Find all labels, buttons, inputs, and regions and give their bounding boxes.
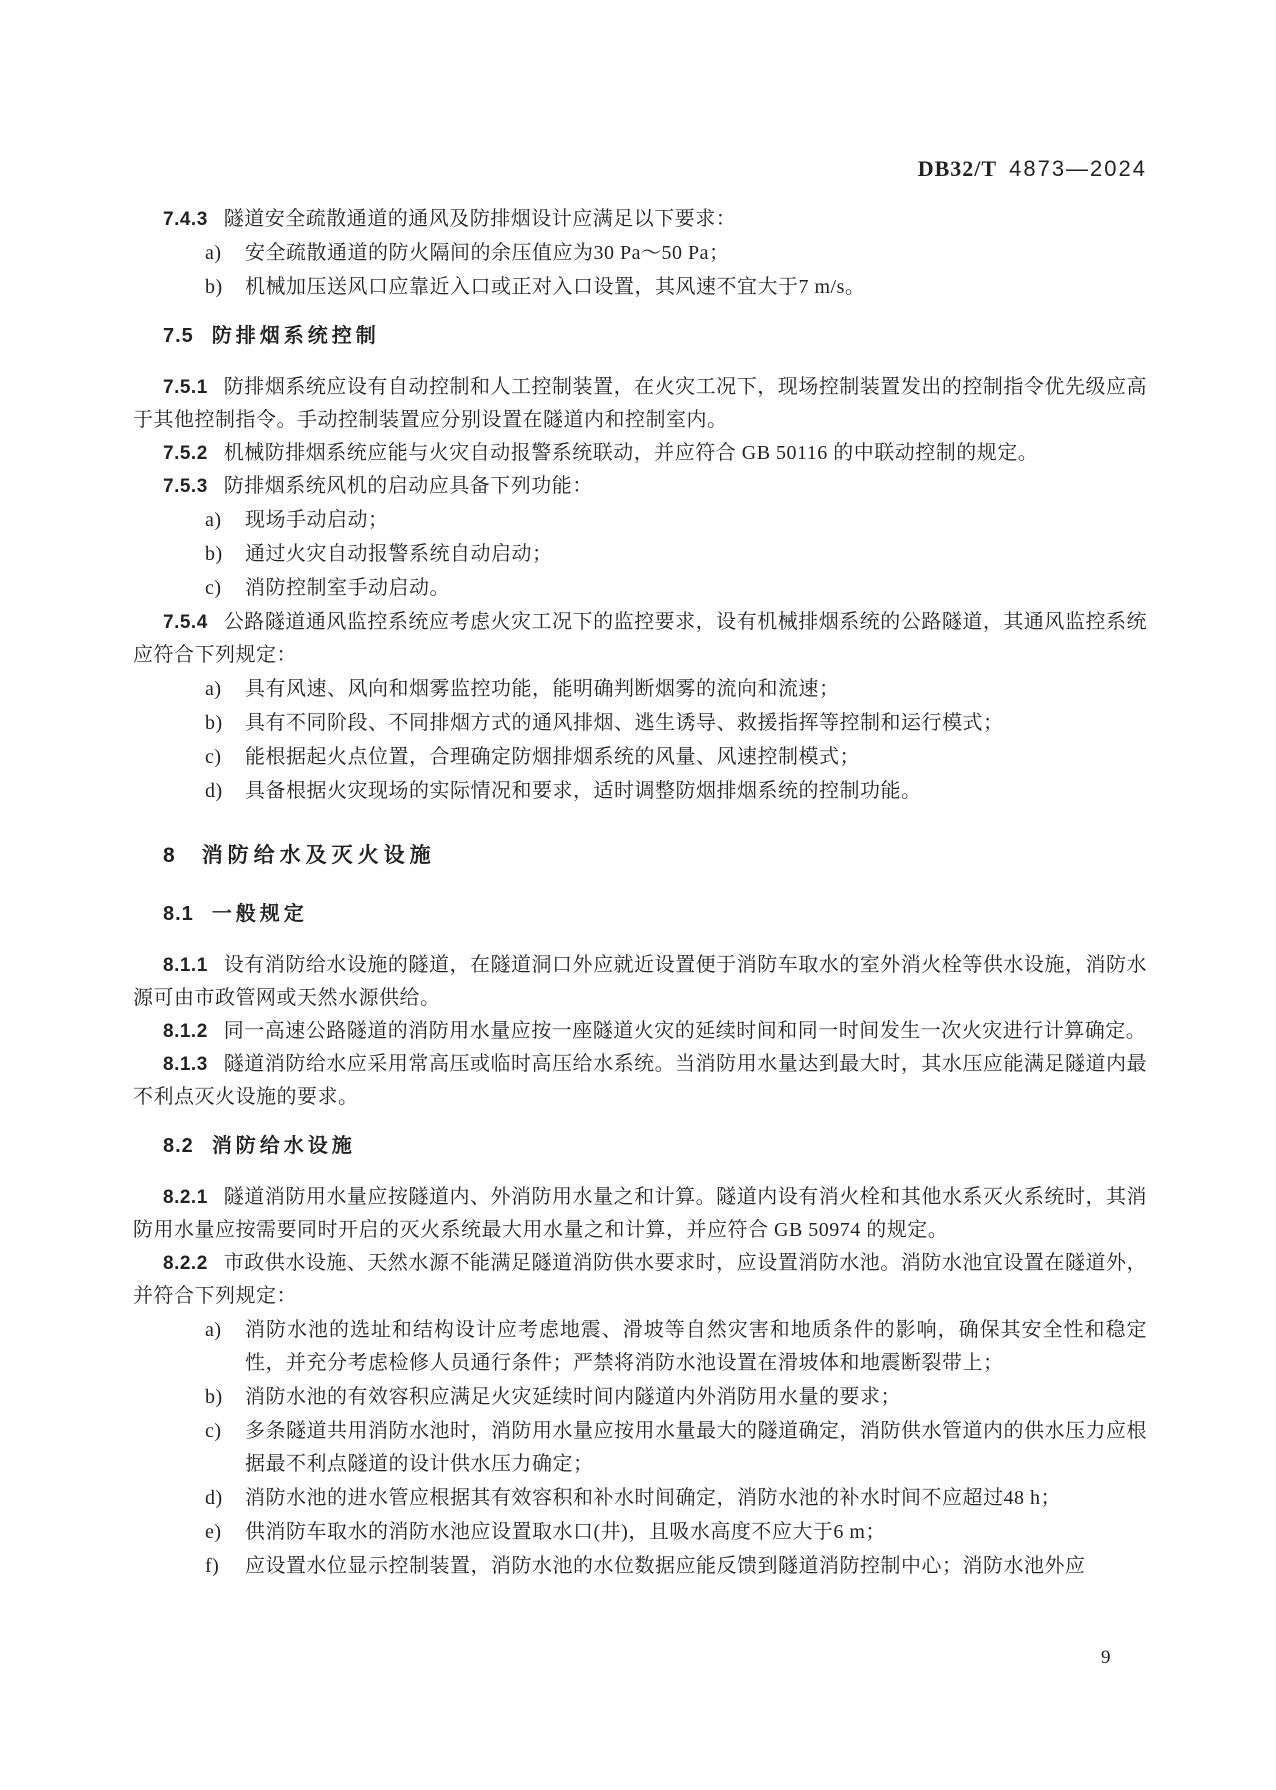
item-label: d) [205,780,223,802]
item-label: a) [205,242,222,264]
item-text: 消防水池的进水管应根据其有效容积和补水时间确定，消防水池的补水时间不应超过48 h； [245,1487,1061,1509]
list-item-b [133,1381,1147,1414]
item-label: f) [205,1555,220,1577]
item-label: b) [205,543,223,565]
item-label: b) [205,276,223,298]
doc-code-header [133,156,1147,182]
item-text: 具备根据火灾现场的实际情况和要求，适时调整防烟排烟系统的控制功能。 [245,780,922,802]
item-text: 应设置水位显示控制装置，消防水池的水位数据应能反馈到隧道消防控制中心；消防水池外应 [245,1555,1086,1577]
clause-text: 防排烟系统应设有自动控制和人工控制装置，在火灾工况下，现场控制装置发出的控制指令优先级应高于其他控制指令。手动控制装置应分别设置在隧道内和控制室内。 [133,376,1147,431]
item-label: b) [205,712,223,734]
standard-number: 4873—2024 [1009,156,1147,181]
item-label: c) [205,1420,222,1442]
list-item-c [133,1415,1147,1481]
standard-prefix: DB32/T [917,156,998,181]
item-text: 安全疏散通道的防火隔间的余压值应为30 Pa～50 Pa； [245,242,730,264]
clause-8-1-1 [133,949,1147,1015]
list-item-b [133,271,1147,304]
item-label: a) [205,1319,222,1341]
list-item-c [133,572,1147,605]
clause-number: 8.2.1 [163,1187,208,1208]
clause-text: 隧道消防用水量应按隧道内、外消防用水量之和计算。隧道内设有消火栓和其他水系灭火系统时，其消防用水量应按需要同时开启的灭火系统最大用水量之和计算，并应符合 GB 50974 的规定。 [133,1186,1147,1241]
clause-number: 7.5.4 [163,612,208,633]
item-text: 能根据起火点位置，合理确定防烟排烟系统的风量、风速控制模式； [245,746,860,768]
item-text: 现场手动启动； [245,509,389,531]
clause-text: 隧道安全疏散通道的通风及防排烟设计应满足以下要求： [223,208,737,230]
clause-text: 隧道消防给水应采用常高压或临时高压给水系统。当消防用水量达到最大时，其水压应能满足隧道内最不利点灭火设施的要求。 [133,1053,1147,1108]
clause-text: 同一高速公路隧道的消防用水量应按一座隧道火灾的延续时间和同一时间发生一次火灾进行计算确定。 [223,1020,1147,1042]
item-label: c) [205,577,222,599]
item-text: 供消防车取水的消防水池应设置取水口(井)，且吸水高度不应大于6 m； [245,1521,886,1543]
clause-number: 8.1.2 [163,1021,208,1042]
item-label: e) [205,1521,222,1543]
section-heading-8-1 [133,898,1147,931]
item-text: 消防控制室手动启动。 [245,577,450,599]
list-item-d [133,775,1147,808]
clause-number: 7.5.3 [163,476,208,497]
clause-7-5-2 [133,437,1147,470]
item-text: 通过火灾自动报警系统自动启动； [245,543,553,565]
section-number: 7.5 [163,325,194,347]
section-title: 消防给水设施 [211,1135,356,1157]
item-text: 机械加压送风口应靠近入口或正对入口设置，其风速不宜大于7 m/s。 [245,276,866,298]
item-text: 具有风速、风向和烟雾监控功能，能明确判断烟雾的流向和流速； [245,678,840,700]
chapter-title: 消防给水及灭火设施 [201,844,436,867]
list-item-a [133,1314,1147,1380]
list-item-b [133,707,1147,740]
item-label: d) [205,1487,223,1509]
section-title: 防排烟系统控制 [211,325,380,347]
item-text: 具有不同阶段、不同排烟方式的通风排烟、逃生诱导、救援指挥等控制和运行模式； [245,712,1004,734]
clause-number: 8.1.3 [163,1054,208,1075]
page-body [133,203,1147,1584]
item-label: a) [205,509,222,531]
item-label: b) [205,1386,223,1408]
section-title: 一般规定 [211,903,308,925]
clause-number: 8.2.2 [163,1253,208,1274]
list-item-a [133,237,1147,270]
clause-number: 7.5.2 [163,443,208,464]
list-item-a [133,673,1147,706]
chapter-number: 8 [163,844,176,867]
clause-text: 市政供水设施、天然水源不能满足隧道消防供水要求时，应设置消防水池。消防水池宜设置在隧道外，并符合下列规定： [133,1252,1147,1307]
clause-7-5-3 [133,470,1147,503]
section-heading-8-2 [133,1130,1147,1163]
clause-8-2-1 [133,1181,1147,1247]
item-label: c) [205,746,222,768]
clause-8-2-2 [133,1247,1147,1313]
clause-text: 公路隧道通风监控系统应考虑火灾工况下的监控要求，设有机械排烟系统的公路隧道，其通风监控系统应符合下列规定： [133,611,1147,666]
list-item-d [133,1482,1147,1515]
clause-text: 机械防排烟系统应能与火灾自动报警系统联动，并应符合 GB 50116 的中联动控制的规定。 [223,442,1039,464]
list-item-c [133,741,1147,774]
section-number: 8.1 [163,903,194,925]
clause-number: 7.5.1 [163,377,208,398]
item-text: 消防水池的有效容积应满足火灾延续时间内隧道内外消防用水量的要求； [245,1386,901,1408]
item-text: 消防水池的选址和结构设计应考虑地震、滑坡等自然灾害和地质条件的影响，确保其安全性和稳定性，并充分考虑检修人员通行条件；严禁将消防水池设置在滑坡体和地震断裂带上； [245,1319,1147,1374]
list-item-b [133,538,1147,571]
clause-7-5-4 [133,606,1147,672]
clause-8-1-3 [133,1048,1147,1114]
chapter-heading-8 [133,838,1147,874]
clause-text: 防排烟系统风机的启动应具备下列功能： [223,475,593,497]
list-item-a [133,504,1147,537]
section-heading-7-5 [133,320,1147,353]
clause-number: 8.1.1 [163,955,208,976]
clause-7-4-3 [133,203,1147,236]
clause-text: 设有消防给水设施的隧道，在隧道洞口外应就近设置便于消防车取水的室外消火栓等供水设施，消防水源可由市政管网或天然水源供给。 [133,954,1147,1009]
clause-number: 7.4.3 [163,209,208,230]
item-text: 多条隧道共用消防水池时，消防用水量应按用水量最大的隧道确定，消防供水管道内的供水压力应根据最不利点隧道的设计供水压力确定； [245,1420,1147,1475]
clause-8-1-2 [133,1015,1147,1048]
list-item-e [133,1516,1147,1549]
item-label: a) [205,678,222,700]
section-number: 8.2 [163,1135,194,1157]
clause-7-5-1 [133,371,1147,437]
list-item-f [133,1550,1147,1583]
page-number: 9 [1101,1647,1111,1668]
